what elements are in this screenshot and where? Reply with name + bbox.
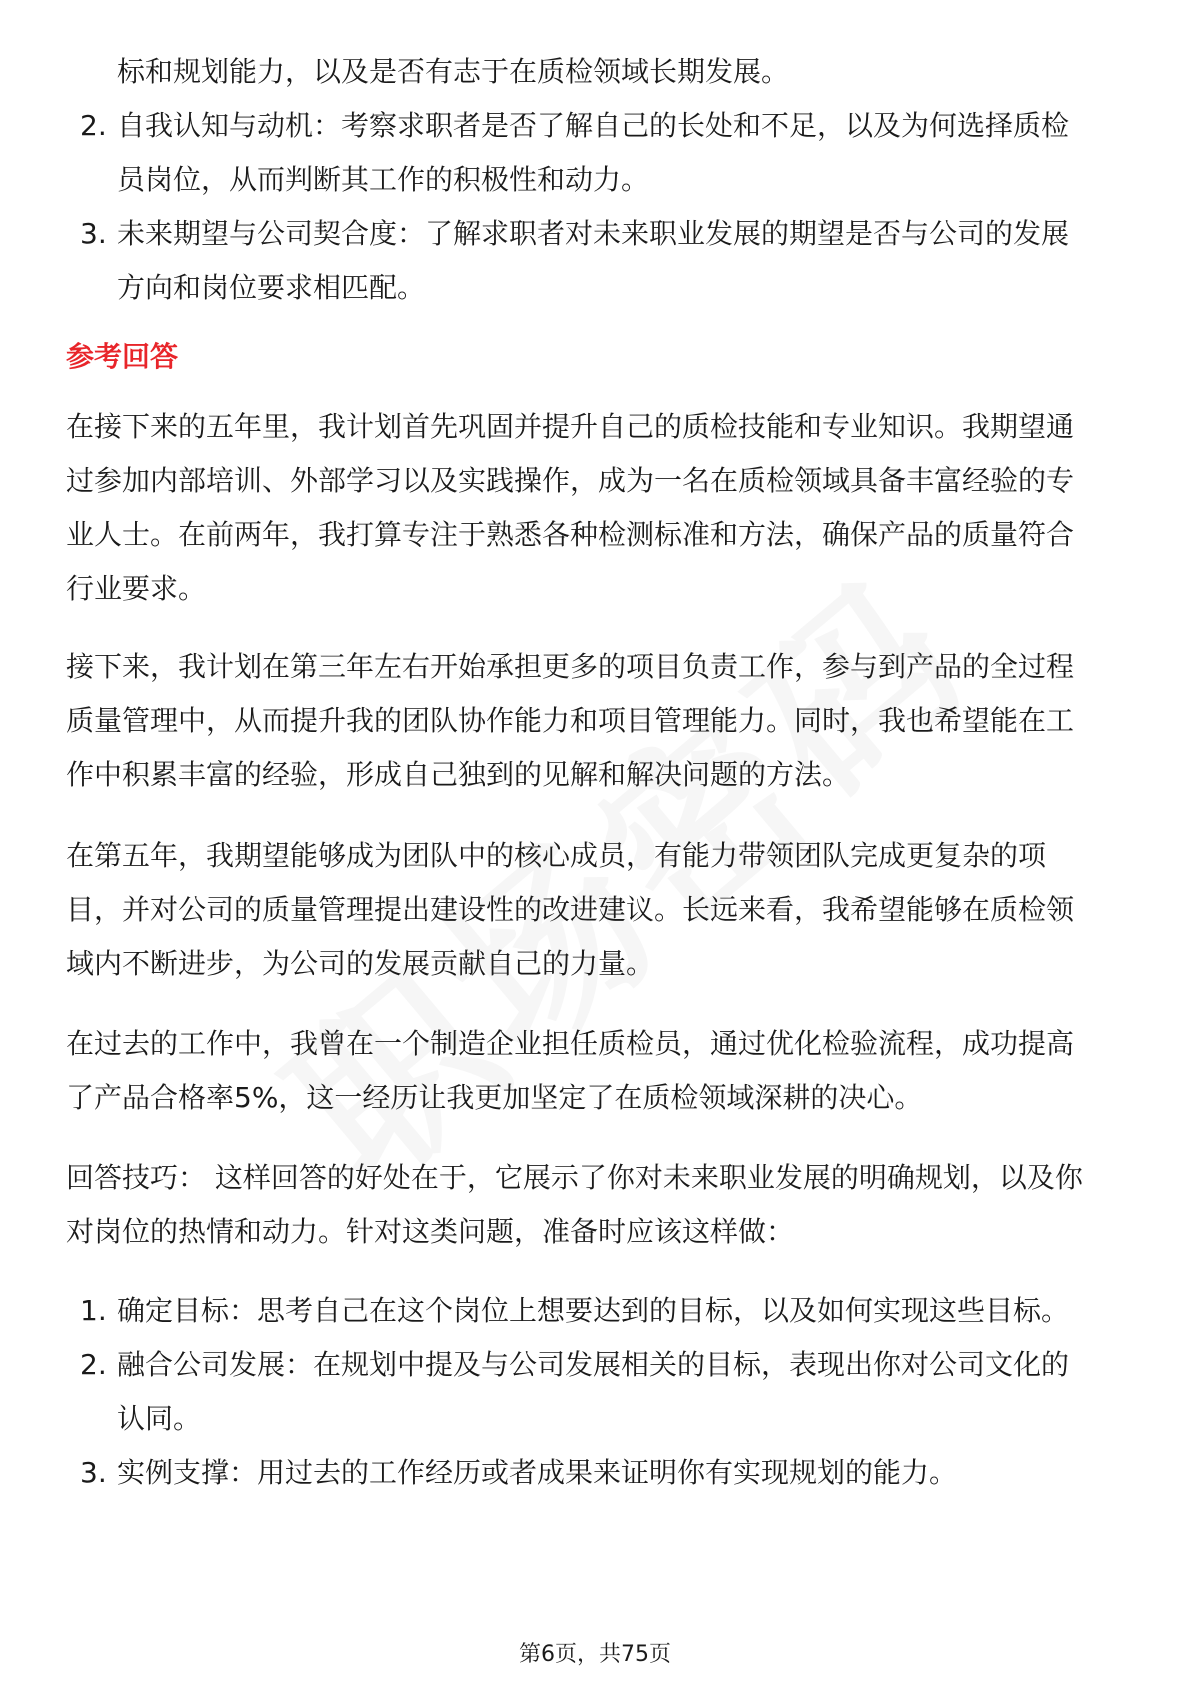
- page-number: 第6页，共75页: [519, 1642, 671, 1667]
- paragraph-line: 在第五年，我期望能够成为团队中的核心成员，有能力带领团队完成更复杂的项: [66, 839, 1047, 872]
- paragraph-line: 域内不断进步，为公司的发展贡献自己的力量。: [66, 947, 655, 980]
- paragraph-line: 质量管理中，从而提升我的团队协作能力和项目管理能力。同时，我也希望能在工: [66, 704, 1075, 737]
- paragraph-line: 在接下来的五年里，我计划首先巩固并提升自己的质检技能和专业知识。我期望通: [66, 410, 1075, 443]
- paragraph-line: 目，并对公司的质量管理提出建设性的改进建议。长远来看，我希望能够在质检领: [66, 893, 1075, 926]
- list-item-line: 确定目标：思考自己在这个岗位上想要达到的目标，以及如何实现这些目标。: [117, 1294, 1070, 1327]
- paragraph-line: 回答技巧： 这样回答的好处在于，它展示了你对未来职业发展的明确规划，以及你: [66, 1161, 1083, 1194]
- list-item-line: 实例支撑：用过去的工作经历或者成果来证明你有实现规划的能力。: [117, 1456, 958, 1489]
- paragraph-line: 接下来，我计划在第三年左右开始承担更多的项目负责工作，参与到产品的全过程: [66, 650, 1075, 683]
- list-number: 1.: [80, 1294, 107, 1327]
- list-item-line: 融合公司发展：在规划中提及与公司发展相关的目标，表现出你对公司文化的: [117, 1348, 1070, 1381]
- list-item-line: 员岗位，从而判断其工作的积极性和动力。: [117, 163, 650, 196]
- list-item-continuation: 标和规划能力，以及是否有志于在质检领域长期发展。: [117, 55, 790, 88]
- list-item-line: 自我认知与动机：考察求职者是否了解自己的长处和不足，以及为何选择质检: [117, 109, 1070, 142]
- list-number: 2.: [80, 109, 107, 142]
- list-number: 3.: [80, 1456, 107, 1489]
- list-item-line: 认同。: [117, 1402, 202, 1435]
- list-item-line: 未来期望与公司契合度：了解求职者对未来职业发展的期望是否与公司的发展: [117, 217, 1070, 250]
- section-heading: 参考回答: [66, 340, 179, 373]
- paragraph-line: 业人士。在前两年，我打算专注于熟悉各种检测标准和方法，确保产品的质量符合: [66, 518, 1075, 551]
- list-item-line: 方向和岗位要求相匹配。: [117, 271, 426, 304]
- paragraph-line: 过参加内部培训、外部学习以及实践操作，成为一名在质检领域具备丰富经验的专: [66, 464, 1075, 497]
- paragraph-line: 在过去的工作中，我曾在一个制造企业担任质检员，通过优化检验流程，成功提高: [66, 1027, 1075, 1060]
- paragraph-line: 作中积累丰富的经验，形成自己独到的见解和解决问题的方法。: [66, 758, 851, 791]
- paragraph-line: 对岗位的热情和动力。针对这类问题，准备时应该这样做：: [66, 1215, 795, 1248]
- list-number: 2.: [80, 1348, 107, 1381]
- paragraph-line: 行业要求。: [66, 572, 207, 605]
- list-number: 3.: [80, 217, 107, 250]
- paragraph-line: 了产品合格率5%，这一经历让我更加坚定了在质检领域深耕的决心。: [66, 1081, 923, 1114]
